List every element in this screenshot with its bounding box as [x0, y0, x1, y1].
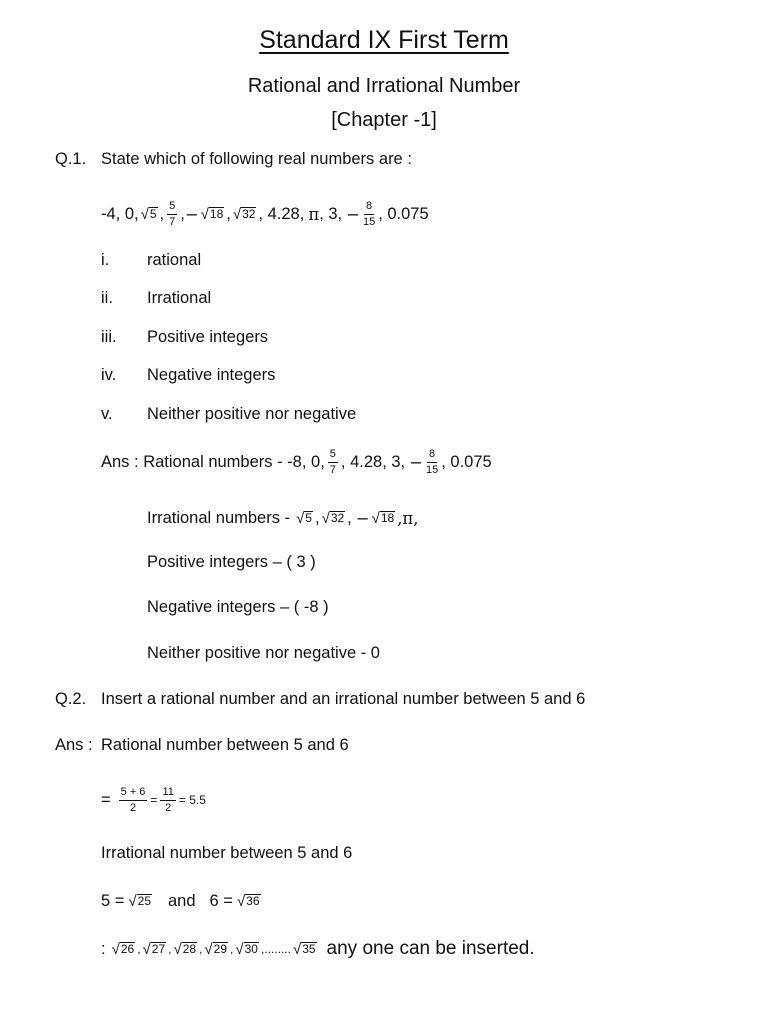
- number-text: , 3,: [319, 204, 343, 223]
- pi-symbol: ,π,: [397, 508, 419, 528]
- q1-answer-irrational: [147, 504, 419, 532]
- q2-irrational-heading: Irrational number between 5 and 6: [101, 844, 353, 862]
- q1-number-list: [101, 196, 429, 232]
- sqrt-5: √ 5: [296, 509, 312, 527]
- sqrt-5: √ 5: [140, 205, 157, 223]
- q1-answer-positive: Positive integers – ( 3 ): [147, 553, 316, 571]
- colon: :: [101, 939, 106, 958]
- minus-sign: −: [346, 204, 360, 224]
- sqrt-35: √ 35: [292, 940, 316, 958]
- minus-sign: −: [355, 508, 370, 528]
- sqrt-32: √ 32: [321, 509, 345, 527]
- sqrt-18: √ 18: [200, 205, 224, 223]
- fraction-5-7: $\frac{5}{7}$: [169, 199, 176, 228]
- sqrt-32: √ 32: [232, 205, 256, 223]
- and-word: and: [168, 891, 196, 910]
- sqrt-28: √ 28: [173, 940, 197, 958]
- q2-rational-equation: [101, 782, 206, 818]
- q1-label: Q.1.: [55, 150, 87, 168]
- sqrt-36: √ 36: [236, 892, 260, 910]
- separator: ,: [180, 204, 185, 223]
- closing-text: any one can be inserted.: [326, 938, 535, 959]
- equals-sign: =: [150, 793, 158, 807]
- minus-sign: −: [184, 204, 199, 224]
- fraction-5-7: $\frac{5}{7}$: [329, 447, 336, 476]
- option-iii: iii. Positive integers: [101, 328, 269, 346]
- fraction-11-over-2: $\frac{11}{2}$: [162, 785, 174, 814]
- sqrt-30: √ 30: [235, 940, 258, 958]
- pi-symbol: π: [308, 204, 320, 224]
- chapter-label: [Chapter -1]: [331, 109, 437, 131]
- answer-text: , 0.075: [441, 452, 492, 471]
- fraction-5plus6-over-2: $\frac{5 + 6}{2}$: [120, 785, 146, 814]
- equation-text: 5 =: [101, 891, 125, 910]
- answer-text: , 4.28, 3,: [340, 452, 406, 471]
- equals-sign: =: [101, 790, 111, 809]
- number-text: -4, 0,: [101, 204, 139, 223]
- q1-question: State which of following real numbers are :: [101, 150, 412, 168]
- sqrt-27: √ 27: [142, 940, 166, 958]
- answer-label: Ans :: [101, 452, 139, 471]
- result-value: = 5.5: [178, 793, 206, 807]
- option-v: v. Neither positive nor negative: [101, 405, 357, 423]
- page-title: Standard IX First Term: [259, 26, 509, 54]
- option-i: i. rational: [101, 251, 202, 269]
- equation-text: 6 =: [209, 891, 233, 910]
- number-text: , 4.28,: [258, 204, 305, 223]
- q2-label: Q.2.: [55, 690, 87, 708]
- sqrt-29: √ 29: [204, 940, 227, 958]
- separator: ,: [159, 204, 165, 223]
- option-iv: iv. Negative integers: [101, 366, 276, 384]
- option-ii: ii. Irrational: [101, 289, 212, 307]
- separator: ,: [314, 508, 320, 527]
- sqrt-25: √ 25: [128, 892, 151, 910]
- separator: ,: [226, 204, 231, 223]
- q1-answer-rational: [101, 444, 492, 480]
- minus-sign: −: [409, 452, 423, 472]
- q1-answer-neither: Neither positive nor negative - 0: [147, 644, 380, 662]
- separator: ,: [347, 508, 352, 527]
- q2-answer-label: Ans :: [55, 736, 93, 754]
- fraction-8-15: $\frac{8}{15}$: [425, 447, 439, 476]
- q2-irrational-list: : √ 26 , √ 27 , √ 28 , √ 29 , √ 30 ,........ √ 35 any one can be inserted.: [101, 938, 535, 959]
- answer-text: Rational numbers - -8, 0,: [143, 452, 325, 471]
- q2-rational-heading: Rational number between 5 and 6: [101, 736, 349, 754]
- answer-text: Irrational numbers -: [147, 508, 291, 527]
- number-text: , 0.075: [378, 204, 429, 223]
- q1-answer-negative: Negative integers – ( -8 ): [147, 598, 329, 616]
- q2-square-root-equalities: [101, 887, 263, 915]
- sqrt-26: √ 26: [111, 940, 135, 958]
- q2-question: Insert a rational number and an irrational number between 5 and 6: [101, 690, 586, 708]
- sqrt-18: √ 18: [371, 509, 395, 527]
- fraction-8-15: $\frac{8}{15}$: [362, 199, 376, 228]
- page-subtitle: Rational and Irrational Number: [247, 75, 521, 97]
